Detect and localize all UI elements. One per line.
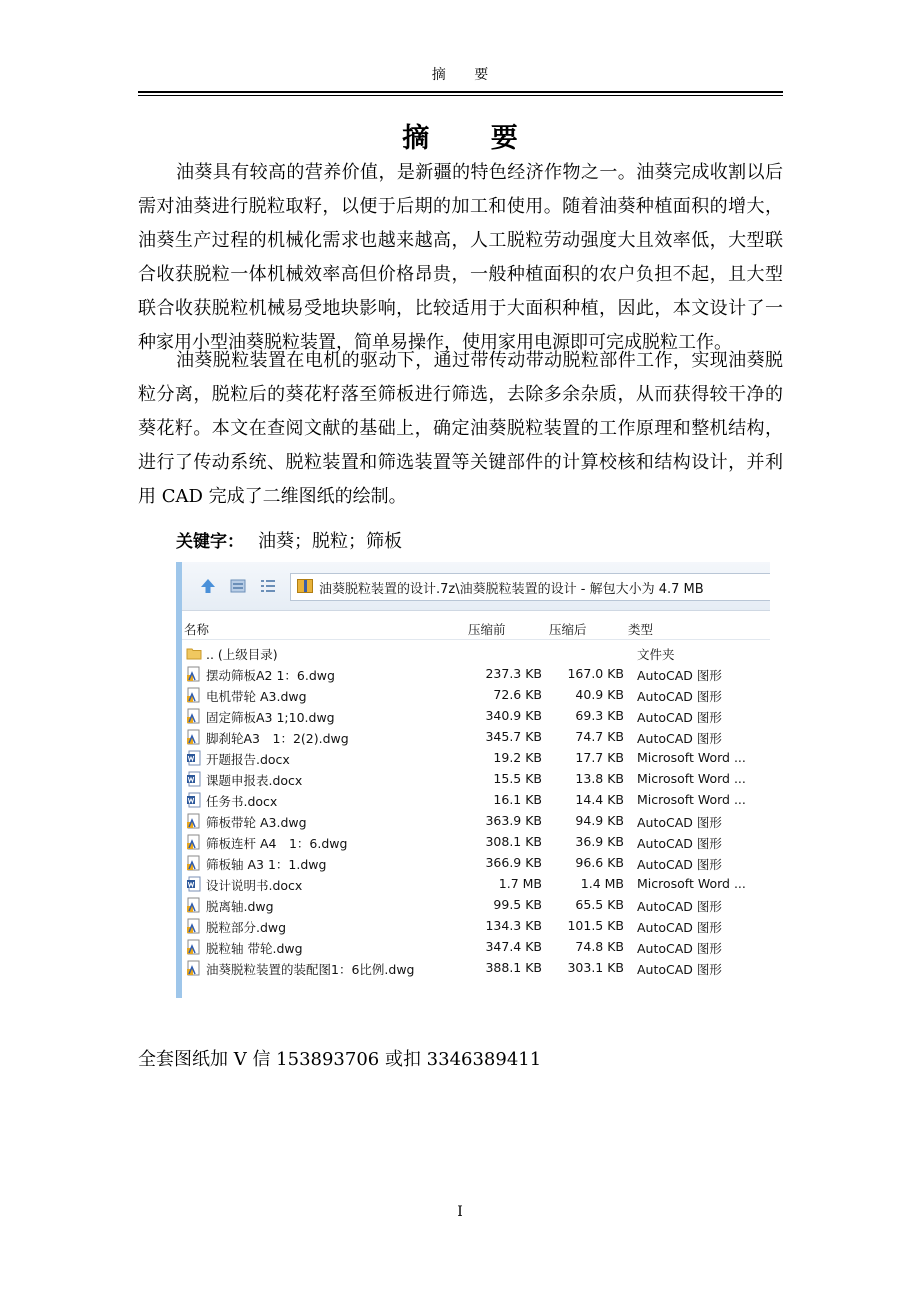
header-rule-thin (138, 95, 783, 96)
file-size-compressed: 14.4 KB (575, 792, 624, 807)
file-size-compressed: 303.1 KB (567, 960, 624, 975)
abstract-paragraph-1 (138, 156, 783, 360)
dwg-icon (186, 729, 202, 745)
file-type: AutoCAD 图形 (637, 731, 722, 746)
list-view-icon[interactable] (258, 576, 278, 596)
file-type: AutoCAD 图形 (637, 857, 722, 872)
file-row[interactable] (182, 811, 770, 832)
file-row[interactable] (182, 748, 770, 769)
file-size-packed: 347.4 KB (485, 939, 542, 954)
file-type: AutoCAD 图形 (637, 689, 722, 704)
dwg-icon (186, 813, 202, 829)
keywords-label: 关键字： (176, 532, 244, 552)
page-title: 摘 要 (402, 123, 544, 154)
explorer-toolbar (182, 562, 770, 611)
paragraph-text: 油葵脱粒装置在电机的驱动下，通过带传动带动脱粒部件工作，实现油葵脱粒分离，脱粒后的葵花籽落至筛板进行筛选，去除多余杂质，从而获得较干净的葵花籽。本文在查阅文献的基础上，确定油葵脱粒装置的工作原理和整机结构，进行了传动系统、脱粒装置和筛选装置等关键部件的计算校核和结构设计，并利用 CAD 完成了二维图纸的绘制。 (138, 350, 783, 507)
file-size-compressed: 36.9 KB (575, 834, 624, 849)
file-name: 设计说明书.docx (206, 878, 303, 893)
file-size-packed: 1.7 MB (498, 876, 542, 891)
column-compressed[interactable]: 压缩后 (549, 622, 587, 637)
file-type: AutoCAD 图形 (637, 899, 722, 914)
dwg-icon (186, 666, 202, 682)
file-list (182, 643, 770, 979)
file-type: Microsoft Word ... (637, 792, 746, 807)
column-header-row (182, 617, 770, 640)
file-name: 电机带轮 A3.dwg (206, 689, 307, 704)
file-type: AutoCAD 图形 (637, 836, 722, 851)
file-row[interactable] (182, 874, 770, 895)
word-icon (186, 792, 202, 808)
file-size-packed: 237.3 KB (485, 666, 542, 681)
file-type: AutoCAD 图形 (637, 920, 722, 935)
word-icon (186, 876, 202, 892)
file-name: 摆动筛板A2 1：6.dwg (206, 668, 335, 683)
file-size-packed: 19.2 KB (493, 750, 542, 765)
file-name: 固定筛板A3 1;10.dwg (206, 710, 335, 725)
file-size-packed: 340.9 KB (485, 708, 542, 723)
file-type: AutoCAD 图形 (637, 668, 722, 683)
file-type: AutoCAD 图形 (637, 815, 722, 830)
column-packed[interactable]: 压缩前 (468, 622, 506, 637)
file-name: .. (上级目录) (206, 647, 278, 662)
file-name: 油葵脱粒装置的装配图1：6比例.dwg (206, 962, 415, 977)
paragraph-text: 油葵具有较高的营养价值，是新疆的特色经济作物之一。油葵完成收割以后需对油葵进行脱粒取籽，以便于后期的加工和使用。随着油葵种植面积的增大，油葵生产过程的机械化需求也越来越高，人工脱粒劳动强度大且效率低，大型联合收获脱粒一体机械效率高但价格昂贵，一般种植面积的农户负担不起，且大型联合收获脱粒机械易受地块影响，比较适用于大面积种植，因此，本文设计了一种家用小型油葵脱粒装置，简单易操作，使用家用电源即可完成脱粒工作。 (138, 162, 783, 353)
file-row[interactable] (182, 853, 770, 874)
file-name: 脱粒部分.dwg (206, 920, 287, 935)
file-type: Microsoft Word ... (637, 771, 746, 786)
file-type: Microsoft Word ... (637, 876, 746, 891)
archive-icon (297, 579, 313, 593)
file-type: AutoCAD 图形 (637, 941, 722, 956)
keywords-line (176, 527, 402, 553)
file-type: AutoCAD 图形 (637, 962, 722, 977)
file-size-compressed: 101.5 KB (567, 918, 624, 933)
file-size-compressed: 65.5 KB (575, 897, 624, 912)
file-row[interactable] (182, 643, 770, 664)
file-type: AutoCAD 图形 (637, 710, 722, 725)
dwg-icon (186, 897, 202, 913)
file-size-compressed: 13.8 KB (575, 771, 624, 786)
file-size-packed: 366.9 KB (485, 855, 542, 870)
dwg-icon (186, 855, 202, 871)
file-name: 筛板轴 A3 1：1.dwg (206, 857, 327, 872)
file-size-packed: 99.5 KB (493, 897, 542, 912)
keywords-values: 油葵；脱粒；筛板 (258, 531, 402, 552)
file-name: 开题报告.docx (206, 752, 290, 767)
file-row[interactable] (182, 685, 770, 706)
file-size-compressed: 1.4 MB (580, 876, 624, 891)
file-size-packed: 16.1 KB (493, 792, 542, 807)
view-icon[interactable] (228, 576, 248, 596)
file-size-compressed: 17.7 KB (575, 750, 624, 765)
file-row[interactable] (182, 958, 770, 979)
file-name: 课题申报表.docx (206, 773, 303, 788)
running-header: 摘 要 (431, 67, 501, 83)
file-size-compressed: 40.9 KB (575, 687, 624, 702)
file-size-compressed: 96.6 KB (575, 855, 624, 870)
page-number: I (457, 1204, 463, 1220)
file-size-compressed: 94.9 KB (575, 813, 624, 828)
header-rule-thick (138, 91, 783, 93)
file-size-compressed: 167.0 KB (567, 666, 624, 681)
file-row[interactable] (182, 769, 770, 790)
file-name: 脱粒轴 带轮.dwg (206, 941, 303, 956)
dwg-icon (186, 939, 202, 955)
file-row[interactable] (182, 664, 770, 685)
file-name: 任务书.docx (206, 794, 278, 809)
file-row[interactable] (182, 727, 770, 748)
column-type[interactable]: 类型 (628, 622, 654, 637)
folder-icon (186, 645, 202, 661)
file-row[interactable] (182, 937, 770, 958)
file-size-packed: 72.6 KB (493, 687, 542, 702)
word-icon (186, 771, 202, 787)
column-name[interactable]: 名称 (184, 622, 210, 637)
contact-line: 全套图纸加 V 信 153893706 或扣 3346389411 (138, 1049, 542, 1070)
dwg-icon (186, 960, 202, 976)
file-type: Microsoft Word ... (637, 750, 746, 765)
file-size-packed: 345.7 KB (485, 729, 542, 744)
file-size-compressed: 74.7 KB (575, 729, 624, 744)
file-size-compressed: 69.3 KB (575, 708, 624, 723)
dwg-icon (186, 708, 202, 724)
file-row[interactable] (182, 832, 770, 853)
file-name: 脚刹轮A3 1：2(2).dwg (206, 731, 349, 746)
dwg-icon (186, 834, 202, 850)
file-row[interactable] (182, 916, 770, 937)
dwg-icon (186, 687, 202, 703)
file-row[interactable] (182, 706, 770, 727)
file-size-packed: 308.1 KB (485, 834, 542, 849)
file-row[interactable] (182, 895, 770, 916)
word-icon (186, 750, 202, 766)
address-path: 油葵脱粒装置的设计.7z\油葵脱粒装置的设计 - 解包大小为 4.7 MB (319, 582, 704, 597)
file-row[interactable] (182, 790, 770, 811)
up-arrow-icon[interactable] (198, 576, 218, 596)
file-name: 筛板连杆 A4 1：6.dwg (206, 836, 348, 851)
file-type: 文件夹 (637, 647, 675, 662)
file-size-packed: 388.1 KB (485, 960, 542, 975)
file-size-packed: 15.5 KB (493, 771, 542, 786)
file-size-packed: 134.3 KB (485, 918, 542, 933)
file-name: 脱离轴.dwg (206, 899, 274, 914)
address-bar[interactable] (290, 573, 770, 601)
dwg-icon (186, 918, 202, 934)
file-size-compressed: 74.8 KB (575, 939, 624, 954)
file-size-packed: 363.9 KB (485, 813, 542, 828)
file-name: 筛板带轮 A3.dwg (206, 815, 307, 830)
abstract-paragraph-2 (138, 344, 783, 514)
archive-file-list-screenshot (176, 562, 770, 998)
